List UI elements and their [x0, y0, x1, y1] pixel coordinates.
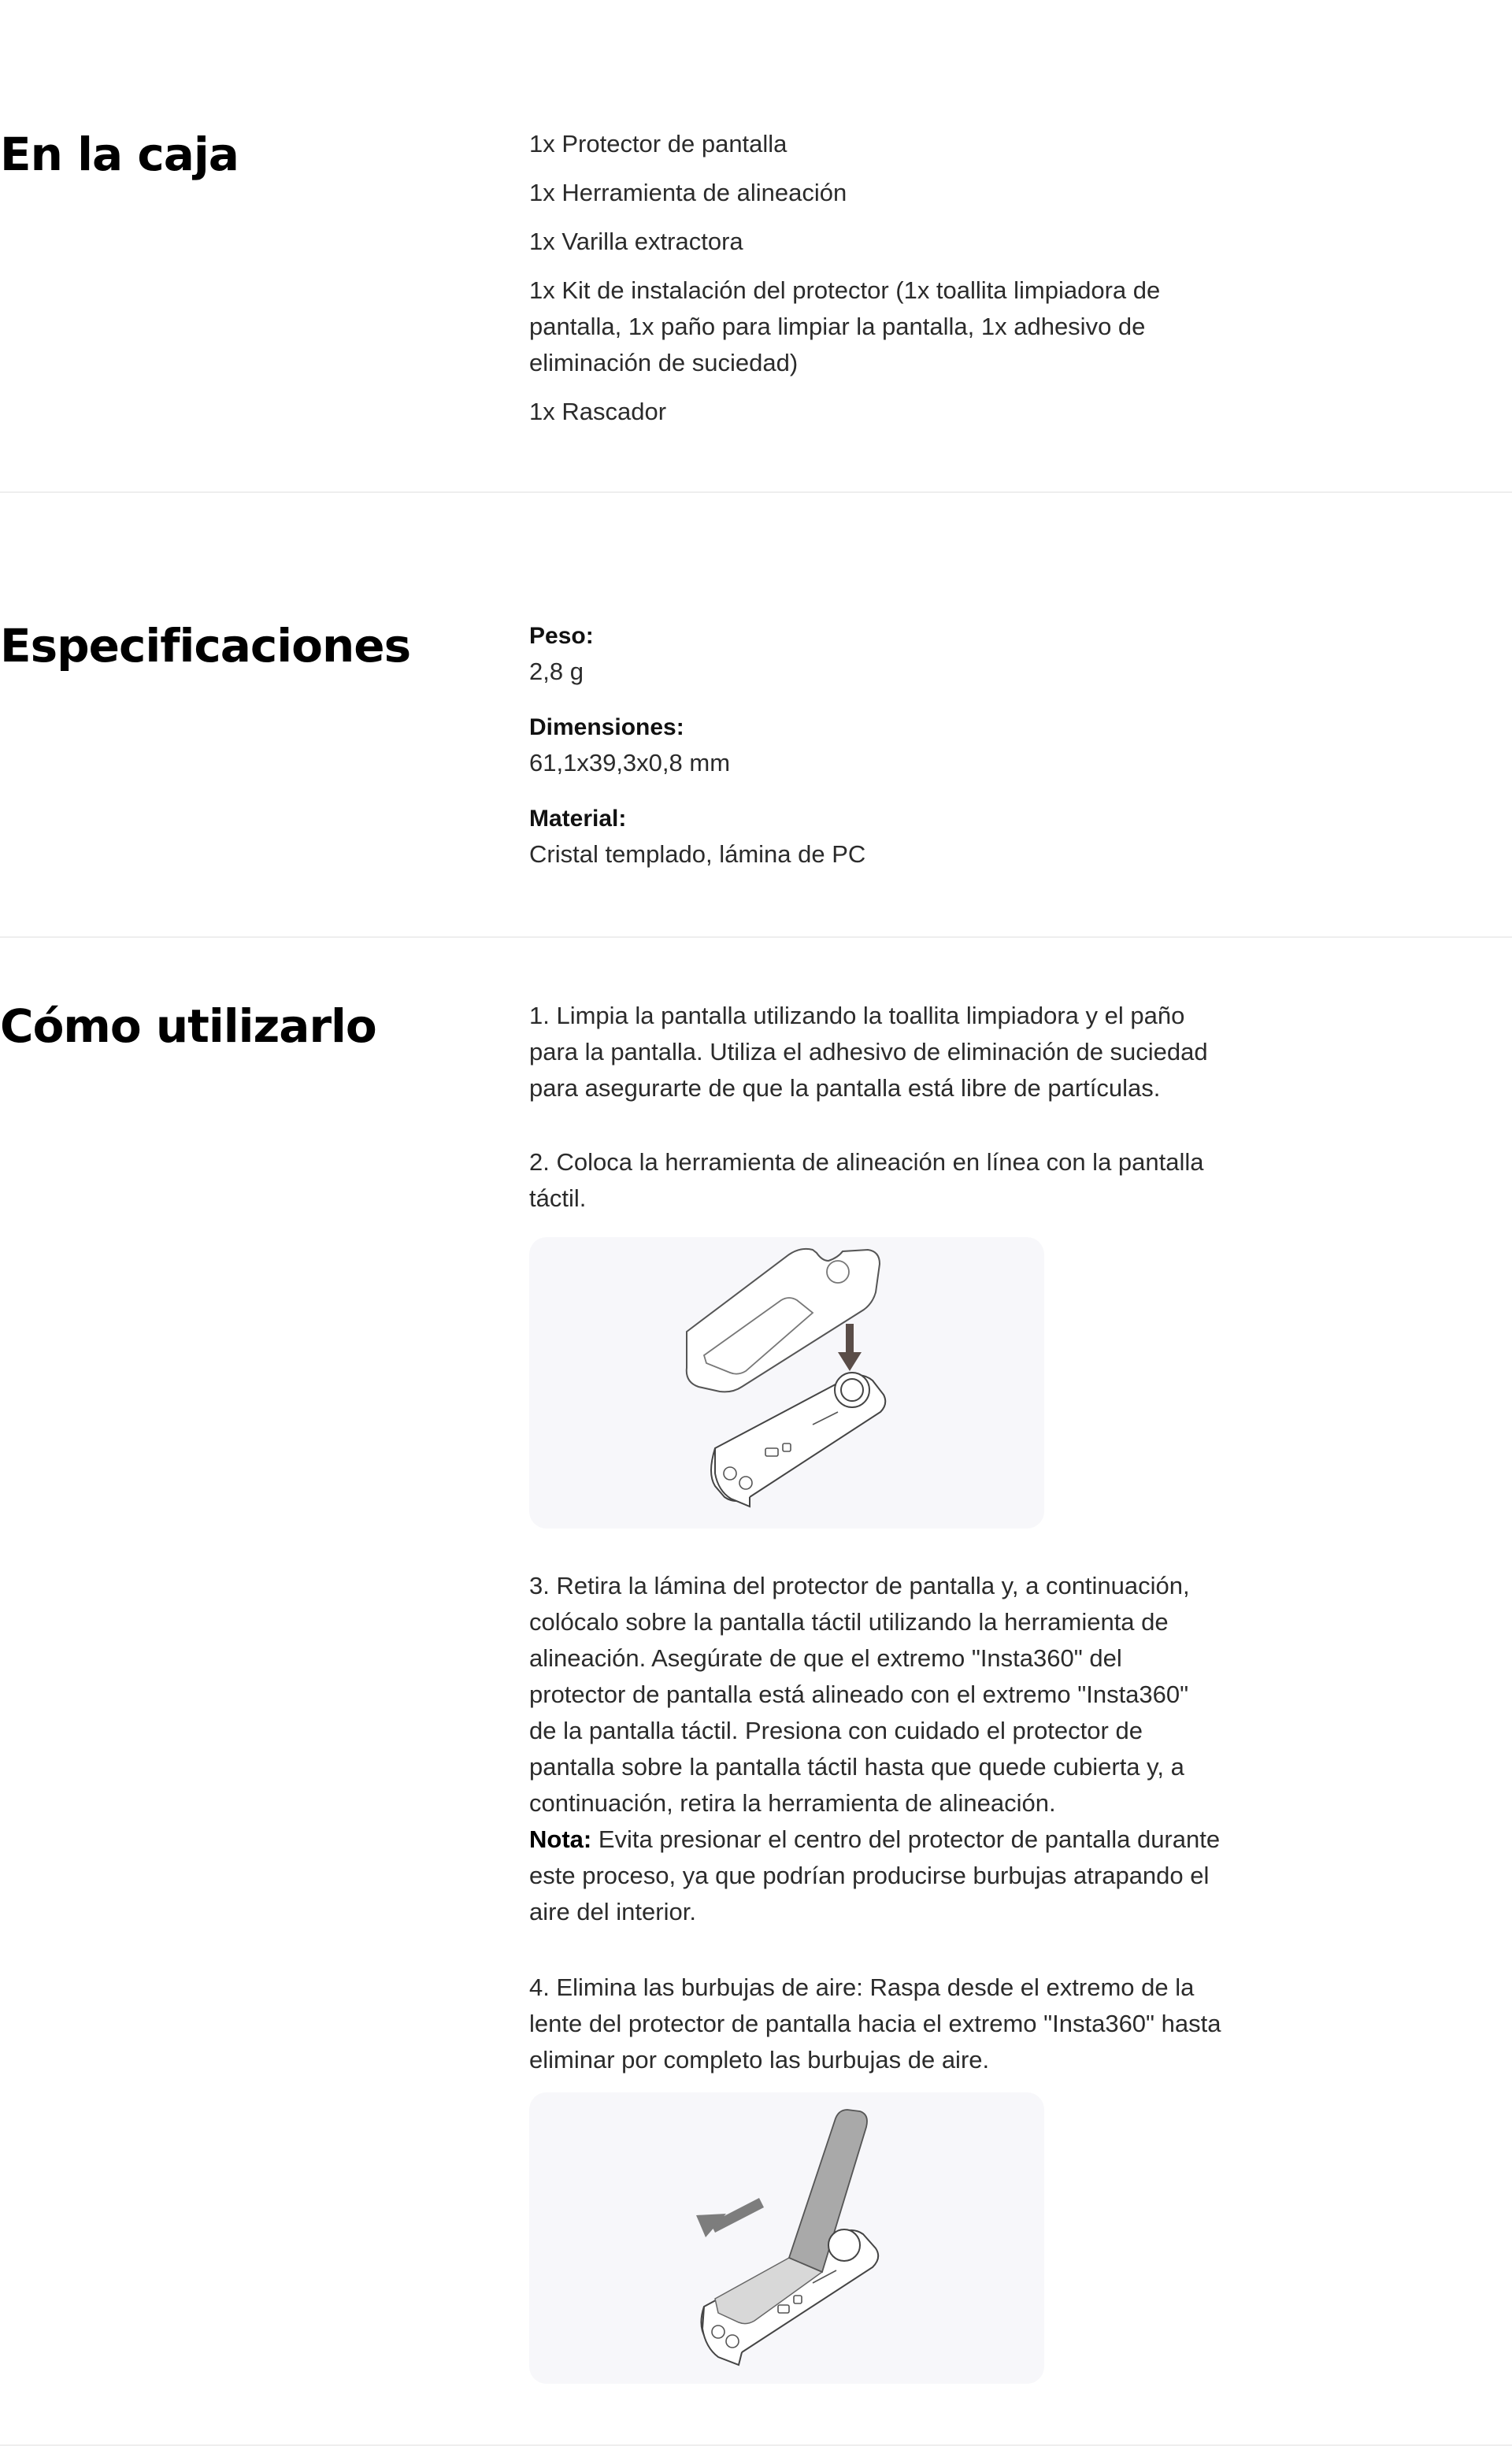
spec-label-weight: Peso:: [529, 623, 594, 649]
step-2: [529, 1144, 1222, 1217]
camera-lens-shape: [835, 1373, 869, 1407]
specs-list: [529, 619, 1222, 893]
spec-value-weight: 2,8 g: [529, 658, 584, 685]
section-title-box: En la caja: [0, 128, 239, 181]
box-items-list: [529, 126, 1222, 443]
spec-label-dimensions: Dimensiones:: [529, 714, 684, 740]
section-specifications: [0, 493, 1512, 938]
section-title-specs: Especificaciones: [0, 619, 411, 673]
spec-value-material: Cristal templado, lámina de PC: [529, 840, 866, 868]
down-arrow-icon: [838, 1324, 862, 1371]
step-3: [529, 1568, 1222, 1930]
box-item: 1x Rascador: [529, 398, 667, 425]
section-how-to-use: [0, 938, 1512, 2446]
section-in-the-box: [0, 0, 1512, 493]
note-label: Nota:: [529, 1825, 592, 1853]
step-1-text: 1. Limpia la pantalla utilizando la toallita limpiadora y el paño para la pantalla. Utiliza el adhesivo de eliminación de suciedad para asegurarte de que la pantalla está libre de partículas.: [529, 1002, 1208, 1102]
left-arrow-icon: [696, 2198, 764, 2237]
step-1: [529, 998, 1222, 1106]
note: [529, 1822, 1222, 1930]
scraper-illustration: [529, 2092, 1044, 2384]
box-item: 1x Protector de pantalla: [529, 130, 788, 158]
step-2-text: 2. Coloca la herramienta de alineación en línea con la pantalla táctil.: [529, 1148, 1204, 1212]
section-title-howto: Cómo utilizarlo: [0, 999, 376, 1053]
scraper-illustration-svg: [529, 2092, 1044, 2384]
spec-label-material: Material:: [529, 806, 627, 832]
step-4: [529, 1970, 1222, 2078]
box-item: 1x Herramienta de alineación: [529, 179, 847, 206]
step-4-text: 4. Elimina las burbujas de aire: Raspa desde el extremo de la lente del protector de pantalla hacia el extremo "Insta360" hasta eliminar por completo las burbujas de aire.: [529, 1973, 1221, 2074]
step-3-text: 3. Retira la lámina del protector de pantalla y, a continuación, colócalo sobre la pantalla táctil utilizando la herramienta de alineación. Asegúrate de que el extremo "Insta360" del protector de pantalla está alineado con el extremo "Insta360" de la pantalla táctil. Presiona con cuidado el protector de pantalla sobre la pantalla táctil hasta que quede cubierta y, a continuación, retira la herramienta de alineación.: [529, 1572, 1190, 1817]
camera-lens-shape: [828, 2229, 860, 2261]
spec-value-dimensions: 61,1x39,3x0,8 mm: [529, 749, 731, 776]
alignment-tool-shape: [687, 1249, 880, 1392]
alignment-illustration-svg: [529, 1237, 1044, 1529]
box-item: 1x Varilla extractora: [529, 228, 743, 255]
box-item: 1x Kit de instalación del protector (1x toallita limpiadora de pantalla, 1x paño para limpiar la pantalla, 1x adhesivo de eliminación de suciedad): [529, 276, 1161, 376]
alignment-tool-illustration: [529, 1237, 1044, 1529]
note-text: Evita presionar el centro del protector de pantalla durante este proceso, ya que podrían producirse burbujas atrapando el aire del interior.: [529, 1825, 1221, 1925]
